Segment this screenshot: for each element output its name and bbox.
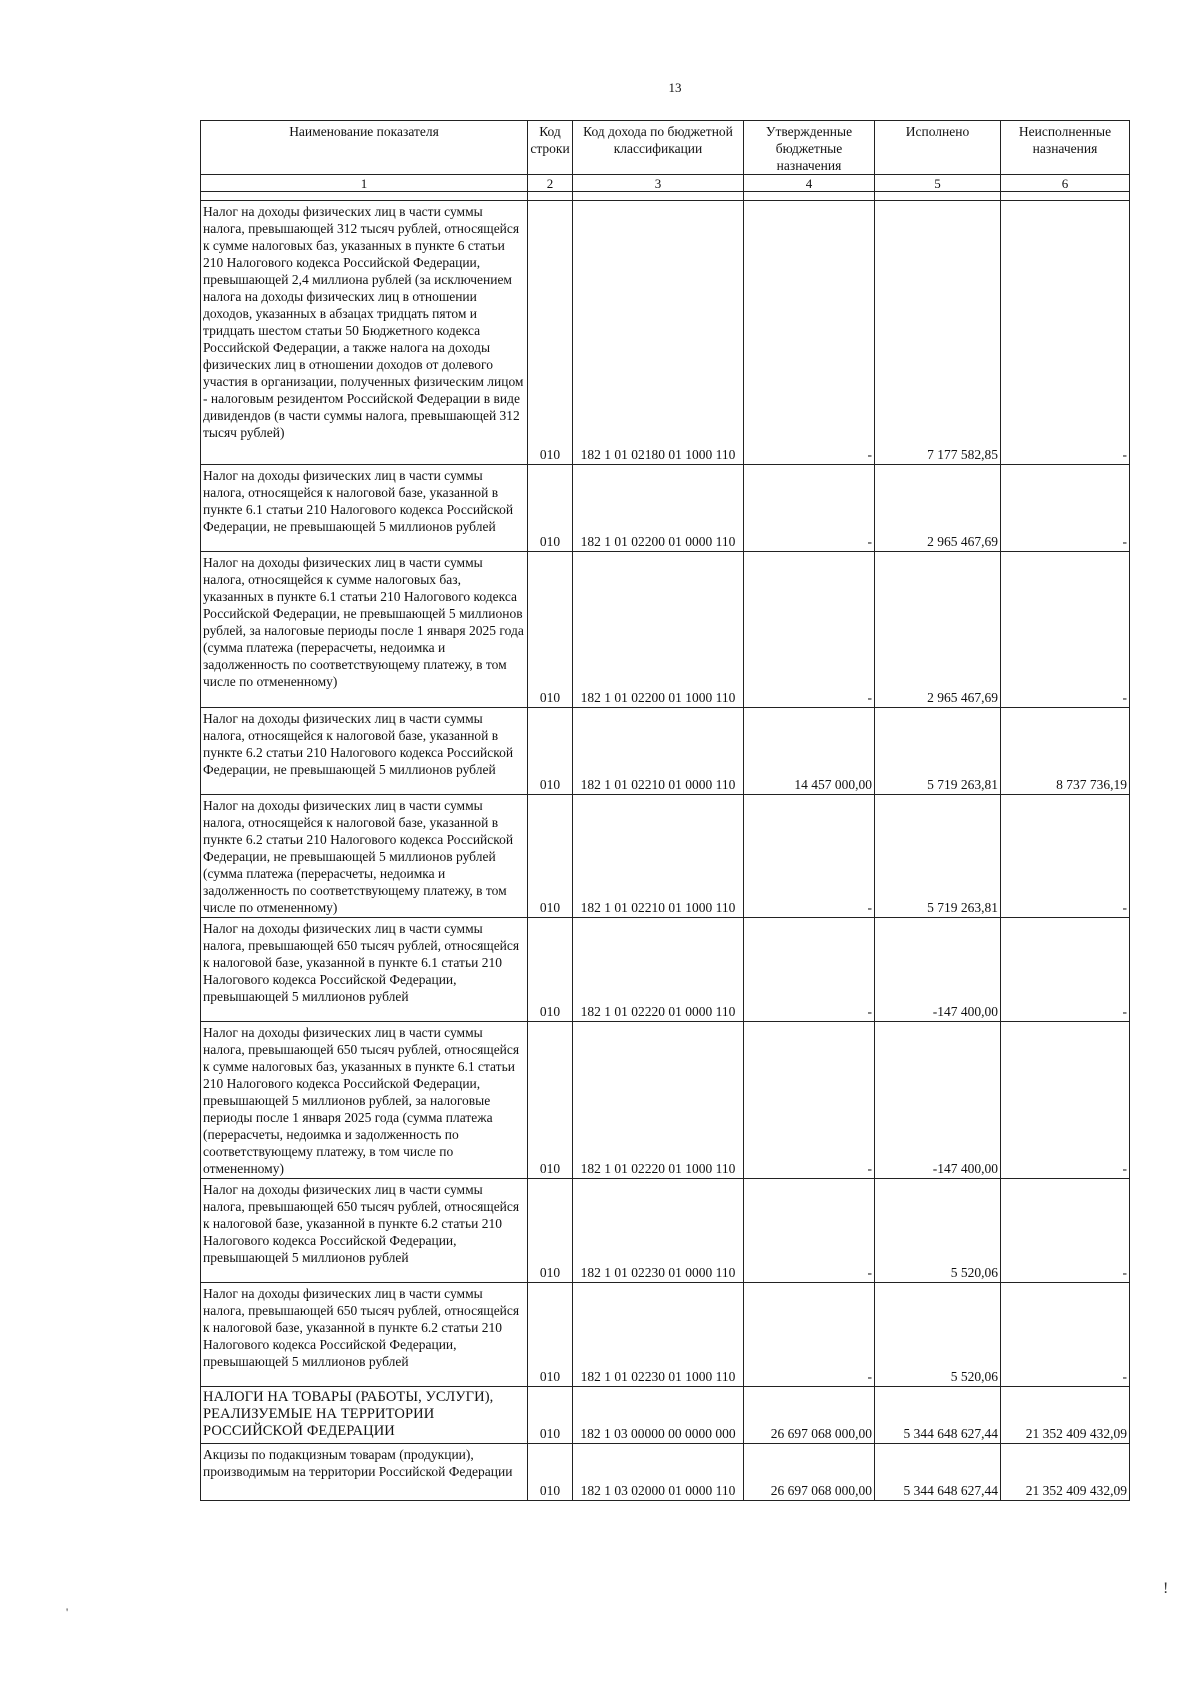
executed-value: 5 719 263,81 — [875, 795, 1001, 918]
approved-value: - — [744, 1283, 875, 1387]
approved-value: - — [744, 201, 875, 465]
budget-execution-table — [200, 120, 1130, 1501]
table-row — [201, 552, 1130, 708]
unexecuted-value: - — [1001, 552, 1130, 708]
budget-code: 182 1 03 02000 01 0000 110 — [573, 1444, 744, 1501]
column-number: 2 — [528, 175, 573, 192]
indicator-name: Налог на доходы физических лиц в части суммы налога, относящейся к налоговой базе, указанной в пункте 6.1 статьи 210 Налогового кодекса Российской Федерации, не превышающей 5 миллионов рублей — [201, 465, 528, 552]
executed-value: 5 344 648 627,44 — [875, 1444, 1001, 1501]
table-row — [201, 1283, 1130, 1387]
row-code: 010 — [528, 1179, 573, 1283]
executed-value: 5 344 648 627,44 — [875, 1387, 1001, 1444]
row-code: 010 — [528, 1022, 573, 1179]
scan-mark-right: ! — [1163, 1580, 1169, 1597]
table-row — [201, 795, 1130, 918]
column-number: 1 — [201, 175, 528, 192]
header-unexecuted: Неисполненные назначения — [1001, 121, 1130, 175]
approved-value: - — [744, 552, 875, 708]
approved-value: - — [744, 795, 875, 918]
page-number: 13 — [668, 80, 682, 95]
header-approved: Утвержденные бюджетные назначения — [744, 121, 875, 175]
indicator-name: Налог на доходы физических лиц в части суммы налога, превышающей 650 тысяч рублей, относящейся к налоговой базе, указанной в пункте 6.2 статьи 210 Налогового кодекса Российской Федерации, превышающей 5 миллионов рублей — [201, 1179, 528, 1283]
budget-code: 182 1 01 02220 01 0000 110 — [573, 918, 744, 1022]
row-code: 010 — [528, 918, 573, 1022]
column-number: 5 — [875, 175, 1001, 192]
unexecuted-value: - — [1001, 465, 1130, 552]
table-row — [201, 1387, 1130, 1444]
header-row-code: Код строки — [528, 121, 573, 175]
header-row — [201, 121, 1130, 175]
budget-code: 182 1 01 02210 01 1000 110 — [573, 795, 744, 918]
executed-value: 2 965 467,69 — [875, 465, 1001, 552]
table-row — [201, 708, 1130, 795]
row-code: 010 — [528, 465, 573, 552]
executed-value: 2 965 467,69 — [875, 552, 1001, 708]
row-code: 010 — [528, 1444, 573, 1501]
unexecuted-value: 21 352 409 432,09 — [1001, 1444, 1130, 1501]
header-indicator-name: Наименование показателя — [201, 121, 528, 175]
column-number: 4 — [744, 175, 875, 192]
approved-value: - — [744, 1022, 875, 1179]
header-executed: Исполнено — [875, 121, 1001, 175]
indicator-name: Налог на доходы физических лиц в части суммы налога, превышающей 650 тысяч рублей, относящейся к налоговой базе, указанной в пункте 6.2 статьи 210 Налогового кодекса Российской Федерации, превышающей 5 миллионов рублей — [201, 1283, 528, 1387]
unexecuted-value: - — [1001, 1283, 1130, 1387]
executed-value: -147 400,00 — [875, 1022, 1001, 1179]
indicator-name: Налог на доходы физических лиц в части суммы налога, относящейся к налоговой базе, указанной в пункте 6.2 статьи 210 Налогового кодекса Российской Федерации, не превышающей 5 миллионов рублей (сумма платежа (перерасчеты, недоимка и задолженность по соответствующему платежу, в том числе по отмененному) — [201, 795, 528, 918]
unexecuted-value: - — [1001, 918, 1130, 1022]
unexecuted-value: 21 352 409 432,09 — [1001, 1387, 1130, 1444]
row-code: 010 — [528, 795, 573, 918]
budget-code: 182 1 01 02230 01 1000 110 — [573, 1283, 744, 1387]
column-number: 3 — [573, 175, 744, 192]
budget-code: 182 1 01 02230 01 0000 110 — [573, 1179, 744, 1283]
unexecuted-value: - — [1001, 1179, 1130, 1283]
table-row — [201, 1179, 1130, 1283]
row-code: 010 — [528, 708, 573, 795]
budget-code: 182 1 01 02210 01 0000 110 — [573, 708, 744, 795]
indicator-name: НАЛОГИ НА ТОВАРЫ (РАБОТЫ, УСЛУГИ), РЕАЛИЗУЕМЫЕ НА ТЕРРИТОРИИ РОССИЙСКОЙ ФЕДЕРАЦИИ — [201, 1387, 528, 1444]
scan-mark-left: ' — [66, 1605, 69, 1619]
table-row — [201, 1444, 1130, 1501]
executed-value: -147 400,00 — [875, 918, 1001, 1022]
approved-value: 26 697 068 000,00 — [744, 1444, 875, 1501]
indicator-name: Налог на доходы физических лиц в части суммы налога, превышающей 312 тысяч рублей, относящейся к сумме налоговых баз, указанных в пункте 6 статьи 210 Налогового кодекса Российской Федерации, превышающей 2,4 миллиона рублей (за исключением налога на доходы физических лиц в отношении доходов, указанных в абзацах тридцать пятом и тридцать шестом статьи 50 Бюджетного кодекса Российской Федерации, а также налога на доходы физических лиц в отношении доходов от долевого участия в организации, полученных физическим лицом - налоговым резидентом Российской Федерации в виде дивидендов (в части суммы налога, превышающей 312 тысяч рублей) — [201, 201, 528, 465]
indicator-name: Акцизы по подакцизным товарам (продукции), производимым на территории Российской Федерации — [201, 1444, 528, 1501]
unexecuted-value: 8 737 736,19 — [1001, 708, 1130, 795]
header-budget-code: Код дохода по бюджетной классификации — [573, 121, 744, 175]
indicator-name: Налог на доходы физических лиц в части суммы налога, превышающей 650 тысяч рублей, относящейся к сумме налоговых баз, указанных в пункте 6.1 статьи 210 Налогового кодекса Российской Федерации, превышающей 5 миллионов рублей, за налоговые периоды после 1 января 2025 года (сумма платежа (перерасчеты, недоимка и задолженность по соответствующему платежу, в том числе по отмененному) — [201, 1022, 528, 1179]
approved-value: - — [744, 1179, 875, 1283]
executed-value: 7 177 582,85 — [875, 201, 1001, 465]
unexecuted-value: - — [1001, 1022, 1130, 1179]
budget-code: 182 1 01 02200 01 1000 110 — [573, 552, 744, 708]
unexecuted-value: - — [1001, 201, 1130, 465]
budget-code: 182 1 01 02220 01 1000 110 — [573, 1022, 744, 1179]
indicator-name: Налог на доходы физических лиц в части суммы налога, превышающей 650 тысяч рублей, относящейся к налоговой базе, указанной в пункте 6.1 статьи 210 Налогового кодекса Российской Федерации, превышающей 5 миллионов рублей — [201, 918, 528, 1022]
table-row — [201, 201, 1130, 465]
indicator-name: Налог на доходы физических лиц в части суммы налога, относящейся к налоговой базе, указанной в пункте 6.2 статьи 210 Налогового кодекса Российской Федерации, не превышающей 5 миллионов рублей — [201, 708, 528, 795]
row-code: 010 — [528, 201, 573, 465]
unexecuted-value: - — [1001, 795, 1130, 918]
executed-value: 5 520,06 — [875, 1179, 1001, 1283]
row-code: 010 — [528, 552, 573, 708]
indicator-name: Налог на доходы физических лиц в части суммы налога, относящейся к сумме налоговых баз, указанных в пункте 6.1 статьи 210 Налогового кодекса Российской Федерации, не превышающей 5 миллионов рублей, за налоговые периоды после 1 января 2025 года (сумма платежа (перерасчеты, недоимка и задолженность по соответствующему платежу, в том числе по отмененному) — [201, 552, 528, 708]
budget-code: 182 1 01 02180 01 1000 110 — [573, 201, 744, 465]
column-number-row — [201, 175, 1130, 192]
approved-value: 14 457 000,00 — [744, 708, 875, 795]
table-row — [201, 465, 1130, 552]
budget-code: 182 1 01 02200 01 0000 110 — [573, 465, 744, 552]
spacer-row — [201, 192, 1130, 201]
table-row — [201, 1022, 1130, 1179]
executed-value: 5 520,06 — [875, 1283, 1001, 1387]
approved-value: - — [744, 918, 875, 1022]
row-code: 010 — [528, 1283, 573, 1387]
approved-value: 26 697 068 000,00 — [744, 1387, 875, 1444]
approved-value: - — [744, 465, 875, 552]
budget-code: 182 1 03 00000 00 0000 000 — [573, 1387, 744, 1444]
table-row — [201, 918, 1130, 1022]
column-number: 6 — [1001, 175, 1130, 192]
row-code: 010 — [528, 1387, 573, 1444]
executed-value: 5 719 263,81 — [875, 708, 1001, 795]
